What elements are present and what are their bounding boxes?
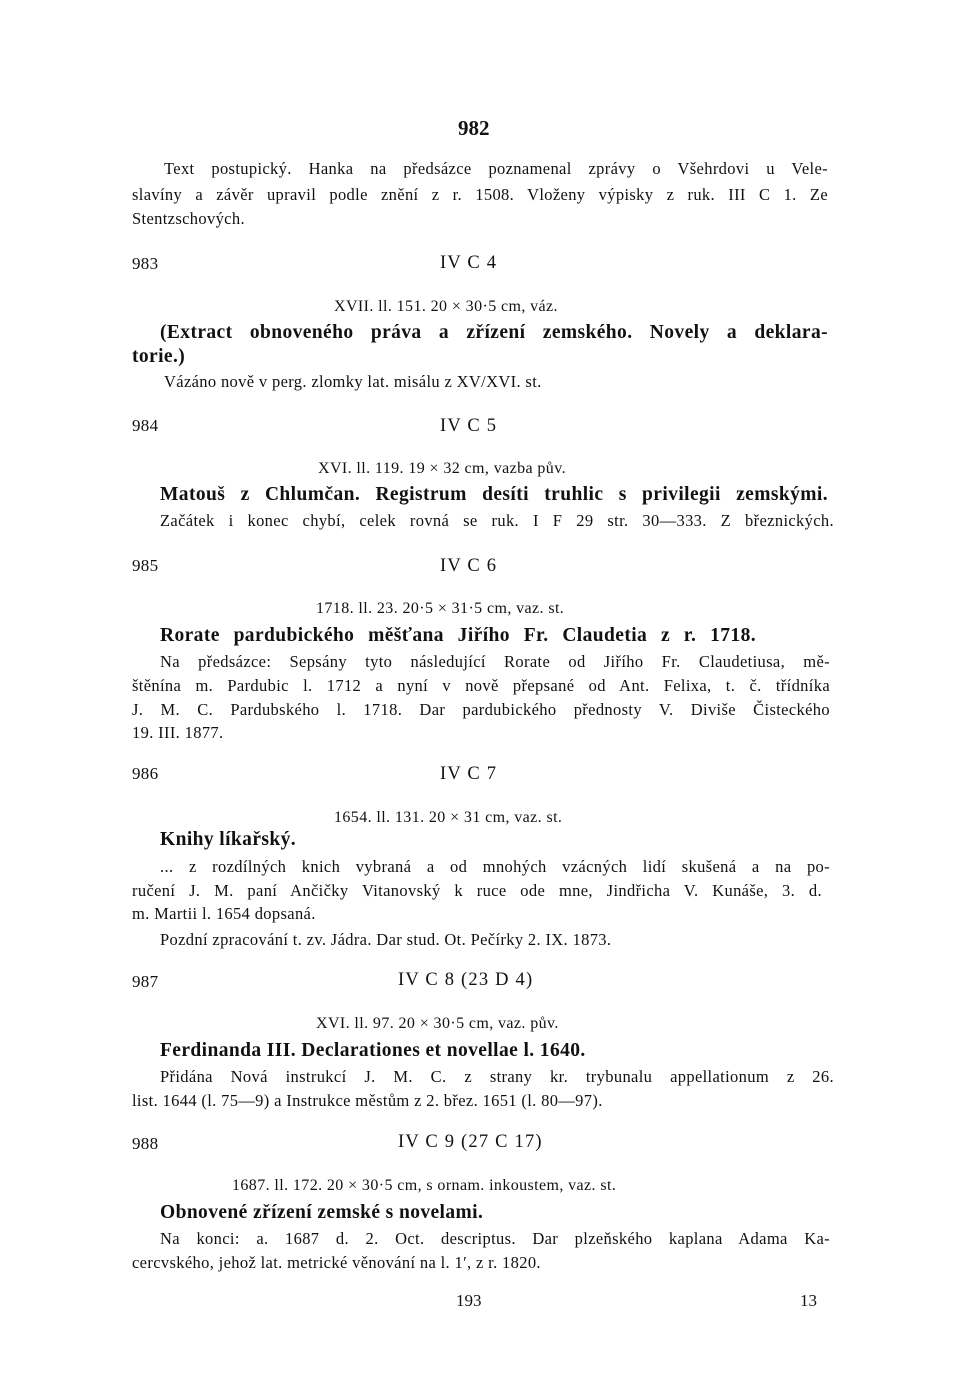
text-line: Stentzschových. — [132, 209, 245, 228]
entry-title-line: Ferdinanda III. Declarationes et novellae l. 1640. — [160, 1040, 586, 1061]
entry-signature: IV C 4 — [440, 253, 498, 273]
entry-number: 986 — [132, 764, 159, 783]
entry-note-line: 19. III. 1877. — [132, 723, 224, 742]
entry-note-line: štěnína m. Pardubic l. 1712 a nyní v nově přepsané od Ant. Felixa, t. č. třídníka — [132, 676, 830, 695]
entry-note-line: ... z rozdílných knich vybraná a od mnohých vzácných lidí skušená a na po- — [160, 857, 830, 876]
entry-meta: 1718. ll. 23. 20·5 × 31·5 cm, vaz. st. — [316, 600, 565, 617]
entry-note-line: Pozdní zpracování t. zv. Jádra. Dar stud. Ot. Pečírky 2. IX. 1873. — [160, 930, 612, 949]
entry-title-line: Rorate pardubického měšťana Jiřího Fr. Claudetia z r. 1718. — [160, 625, 756, 646]
entry-note-line: cercvského, jehož lat. metrické věnování na l. 1′, z r. 1820. — [132, 1253, 541, 1272]
entry-note-line: ručení J. M. paní Ančičky Vitanovský k ruce ode mne, Jindřicha V. Kunáše, 3. d. — [132, 881, 822, 900]
entry-signature: IV C 9 (27 C 17) — [398, 1132, 543, 1152]
entry-number: 988 — [132, 1134, 159, 1153]
text-line: Text postupický. Hanka na předsázce poznamenal zprávy o Všehrdovi u Vele- — [164, 159, 828, 178]
entry-note-line: Vázáno nově v perg. zlomky lat. misálu z XV/XVI. st. — [164, 372, 542, 391]
entry-title-line: torie.) — [132, 346, 186, 367]
entry-signature: IV C 5 — [440, 416, 498, 436]
text-line: slavíny a závěr upravil podle znění z r. 1508. Vloženy výpisky z ruk. III C 1. Ze — [132, 185, 828, 204]
entry-title-line: Obnovené zřízení zemské s novelami. — [160, 1202, 484, 1223]
entry-number: 983 — [132, 254, 159, 273]
entry-note-line: J. M. C. Pardubského l. 1718. Dar pardubického přednosty V. Diviše Čisteckého — [132, 700, 830, 719]
entry-note-line: Přidána Nová instrukcí J. M. C. z strany kr. trybunalu appellationum z 26. — [160, 1067, 834, 1086]
entry-meta: XVI. ll. 119. 19 × 32 cm, vazba pův. — [318, 460, 566, 477]
entry-note-line: Na konci: a. 1687 d. 2. Oct. descriptus. Dar plzeňského kaplana Adama Ka- — [160, 1229, 830, 1248]
entry-title-line: (Extract obnoveného práva a zřízení zemského. Novely a deklara- — [160, 322, 828, 343]
entry-signature: IV C 6 — [440, 556, 498, 576]
entry-number: 987 — [132, 972, 159, 991]
entry-note-line: Na předsázce: Sepsány tyto následující Rorate od Jiřího Fr. Claudetiusa, mě- — [160, 652, 830, 671]
page-number: 982 — [458, 116, 490, 140]
entry-note-line: Začátek i konec chybí, celek rovná se ruk. I F 29 str. 30—333. Z březnických. — [160, 511, 834, 530]
entry-number: 984 — [132, 416, 159, 435]
entry-signature: IV C 8 (23 D 4) — [398, 970, 534, 990]
entry-meta: 1654. ll. 131. 20 × 31 cm, vaz. st. — [334, 809, 563, 826]
entry-meta: 1687. ll. 172. 20 × 30·5 cm, s ornam. inkoustem, vaz. st. — [232, 1177, 617, 1194]
entry-title-line: Knihy líkařský. — [160, 829, 297, 850]
footer-left-number: 193 — [456, 1291, 482, 1310]
entry-note-line: list. 1644 (l. 75—9) a Instrukce městům z 2. břez. 1651 (l. 80—97). — [132, 1091, 603, 1110]
entry-number: 985 — [132, 556, 159, 575]
entry-title-line: Matouš z Chlumčan. Registrum desíti truhlic s privilegii zemskými. — [160, 484, 828, 505]
entry-signature: IV C 7 — [440, 764, 498, 784]
entry-note-line: m. Martii l. 1654 dopsaná. — [132, 904, 316, 923]
entry-meta: XVII. ll. 151. 20 × 30·5 cm, váz. — [334, 298, 558, 315]
entry-meta: XVI. ll. 97. 20 × 30·5 cm, vaz. pův. — [316, 1015, 559, 1032]
footer-right-number: 13 — [800, 1291, 817, 1310]
